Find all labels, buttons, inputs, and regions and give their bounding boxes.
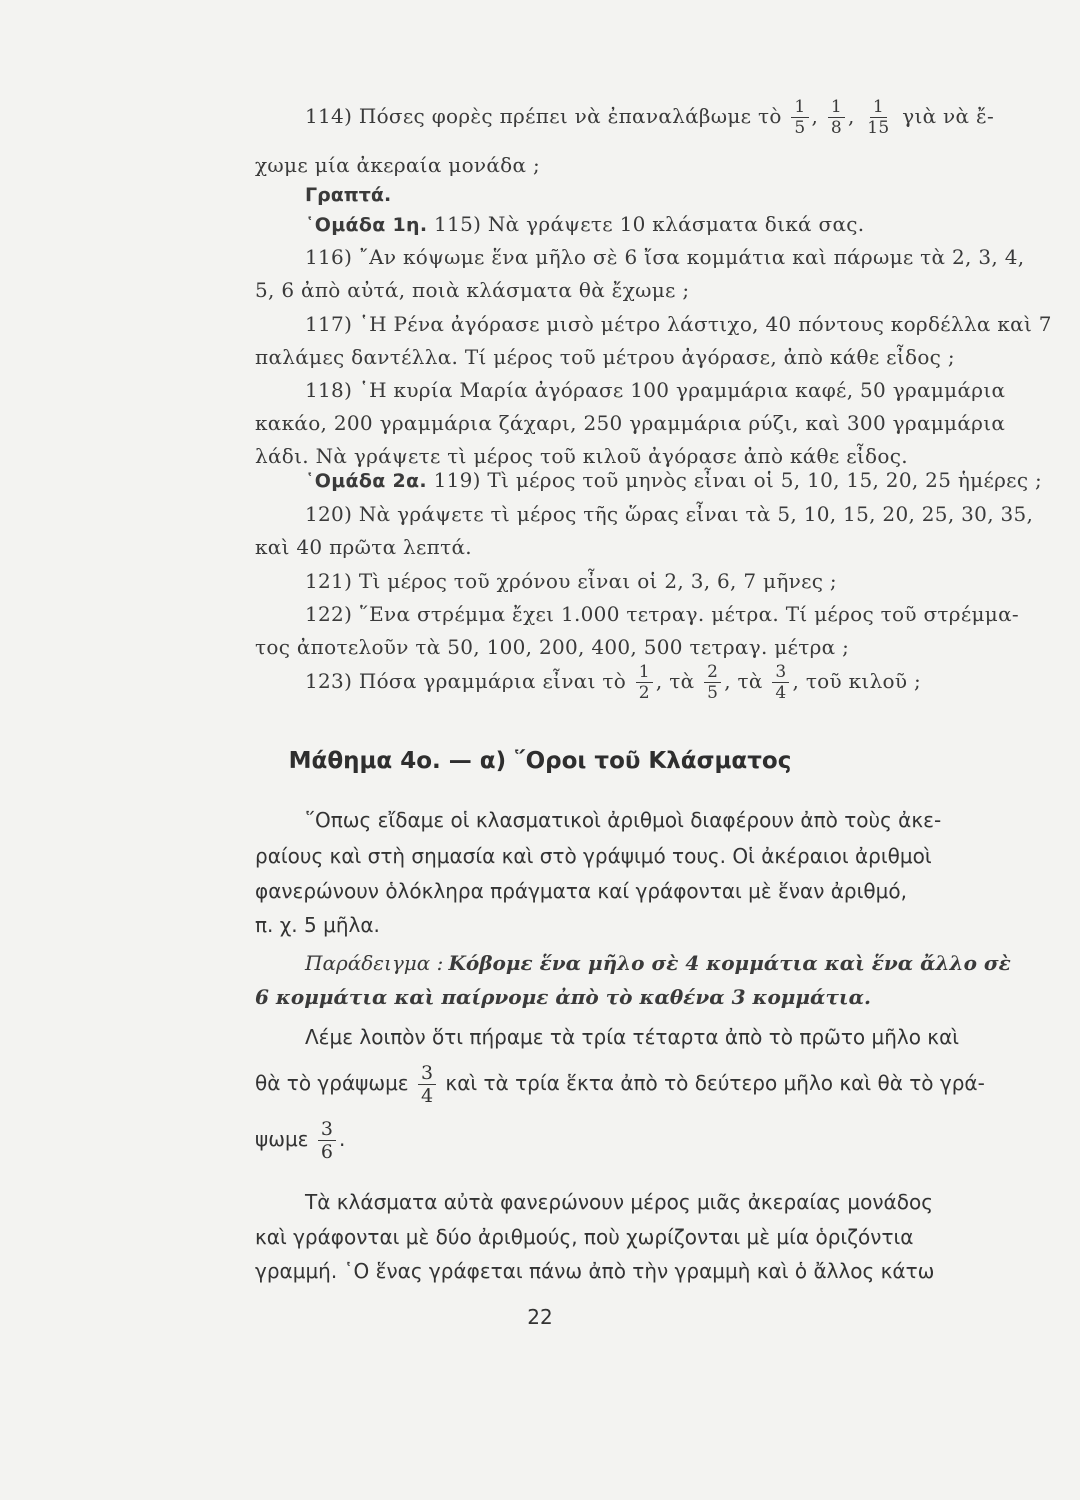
exercise-115-text: 115) Νὰ γράψετε 10 κλάσματα δικά σας. [434, 212, 865, 236]
fraction [864, 97, 892, 138]
text: θὰ τὸ γράψωμε [255, 1071, 409, 1095]
exercise-120-line-2: καὶ 40 πρῶτα λεπτά. [255, 535, 472, 559]
exercise-118-line-2: κακάο, 200 γραμμάρια ζάχαρι, 250 γραμμάρια ρύζι, καὶ 300 γραμμάρια [255, 411, 1006, 435]
fraction [704, 662, 721, 703]
section-written-label: Γραπτά. [305, 184, 392, 206]
word: τὰ [669, 669, 695, 693]
exercise-117-line-2: παλάμες δαντέλλα. Τί μέρος τοῦ μέτρου ἀγόρασε, ἀπὸ κάθε εἶδος ; [255, 345, 955, 369]
fraction [791, 97, 808, 138]
exercise-118-line-3: λάδι. Νὰ γράψετε τὶ μέρος τοῦ κιλοῦ ἀγόρασε ἀπὸ κάθε εἶδος. [255, 444, 908, 468]
exercise-119-text: 119) Τὶ μέρος τοῦ μηνὸς εἶναι οἱ 5, 10, 15, 20, 25 ἡμέρες ; [433, 468, 1043, 492]
lesson-heading: Μάθημα 4ο. — α) ῞Οροι τοῦ Κλάσματος [288, 748, 792, 774]
example-label: Παράδειγμα : [305, 951, 444, 975]
exercise-119 [305, 463, 1042, 498]
exercise-122-line-1: 122) ῞Ενα στρέμμα ἔχει 1.000 τετραγ. μέτρα. Τί μέρος τοῦ στρέμμα- [305, 602, 1019, 626]
paragraph-1-line-2: ραίους καὶ στὴ σημασία καὶ στὸ γράψιμό τους. Οἱ ἀκέραιοι ἀριθμοὶ [255, 844, 932, 868]
exercise-121: 121) Τὶ μέρος τοῦ χρόνου εἶναι οἱ 2, 3, 6, 7 μῆνες ; [305, 569, 837, 593]
exercise-120-line-1: 120) Νὰ γράψετε τὶ μέρος τῆς ὥρας εἶναι τὰ 5, 10, 15, 20, 25, 30, 35, [305, 502, 1034, 526]
exercise-123-text-end: τοῦ κιλοῦ ; [805, 669, 922, 693]
numerator: 3 [318, 1118, 336, 1141]
denominator: 5 [794, 118, 806, 138]
exercise-122-line-2: τος ἀποτελοῦν τὰ 50, 100, 200, 400, 500 τετραγ. μέτρα ; [255, 635, 850, 659]
paragraph-2-line-3 [255, 1118, 345, 1163]
exercise-117-line-1: 117) ῾Η Ρένα ἀγόρασε μισὸ μέτρο λάστιχο, 40 πόντους κορδέλλα καὶ 7 [305, 312, 1052, 336]
numerator: 1 [791, 97, 808, 118]
exercise-114-line-1: 114) Πόσες φορὲς πρέπει νὰ ἐπαναλάβωμε τὸ $\frac{1}{5}$ , $\frac{1}{8}$ , $\frac{1}{15}$ γιὰ νὰ ἔ- [305, 97, 995, 138]
denominator: 8 [830, 118, 842, 138]
exercise-118-line-1: 118) ῾Η κυρία Μαρία ἀγόρασε 100 γραμμάρια καφέ, 50 γραμμάρια [305, 378, 1006, 402]
exercise-123: 123) Πόσα γραμμάρια εἶναι τὸ $\frac{1}{2}$ , τὰ $\frac{2}{5}$ , τὰ $\frac{3}{4}$ , τοῦ κιλοῦ ; [305, 662, 922, 703]
numerator: 1 [636, 662, 653, 683]
exercise-114-text-end: γιὰ νὰ ἔ- [902, 104, 995, 128]
fraction [772, 662, 789, 703]
numerator: 1 [828, 97, 845, 118]
exercise-115 [305, 207, 864, 242]
numerator: 1 [870, 97, 887, 118]
numerator: 3 [772, 662, 789, 683]
text: . [338, 1127, 346, 1151]
group-2-label: ῾Ομάδα 2α. [305, 470, 427, 492]
exercise-123-text: 123) Πόσα γραμμάρια εἶναι τὸ [305, 669, 627, 693]
exercise-116-line-1: 116) ῎Αν κόψωμε ἕνα μῆλο σὲ 6 ἴσα κομμάτια καὶ πάρωμε τὰ 2, 3, 4, [305, 245, 1025, 269]
exercise-116-line-2: 5, 6 ἀπὸ αὐτά, ποιὰ κλάσματα θὰ ἔχωμε ; [255, 278, 690, 302]
paragraph-2-line-1: Λέμε λοιπὸν ὅτι πήραμε τὰ τρία τέταρτα ἀπὸ τὸ πρῶτο μῆλο καὶ [305, 1025, 960, 1049]
denominator: 5 [707, 683, 719, 703]
denominator: 2 [638, 683, 650, 703]
paragraph-1-line-1: ῞Οπως εἴδαμε οἱ κλασματικοὶ ἀριθμοὶ διαφέρουν ἀπὸ τοὺς ἀκε- [305, 808, 942, 832]
page-number: 22 [527, 1305, 553, 1329]
text: ψωμε [255, 1127, 309, 1151]
group-1-label: ῾Ομάδα 1η. [305, 214, 428, 236]
denominator: 4 [775, 683, 787, 703]
denominator: 15 [867, 118, 890, 138]
word: τὰ [737, 669, 763, 693]
fraction [828, 97, 845, 138]
exercise-114-text: 114) Πόσες φορὲς πρέπει νὰ ἐπαναλάβωμε τὸ [305, 104, 782, 128]
fraction [318, 1118, 336, 1163]
example-line-1 [305, 946, 1011, 982]
paragraph-2-line-2 [255, 1062, 985, 1107]
fraction [418, 1062, 436, 1107]
fraction [636, 662, 653, 703]
paragraph-3-line-2: καὶ γράφονται μὲ δύο ἀριθμούς, ποὺ χωρίζονται μὲ μία ὁριζόντια [255, 1225, 914, 1249]
paragraph-3-line-3: γραμμή. ῾Ο ἕνας γράφεται πάνω ἀπὸ τὴν γραμμὴ καὶ ὁ ἄλλος κάτω [255, 1259, 935, 1283]
numerator: 3 [418, 1062, 436, 1085]
example-text: Κόβομε ἕνα μῆλο σὲ 4 κομμάτια καὶ ἕνα ἄλλο σὲ [448, 951, 1011, 975]
paragraph-1-line-4: π. χ. 5 μῆλα. [255, 913, 380, 937]
denominator: 4 [420, 1085, 434, 1107]
exercise-114-line-2: χωμε μία ἀκεραία μονάδα ; [255, 153, 541, 177]
example-line-2: 6 κομμάτια καὶ παίρνομε ἀπὸ τὸ καθένα 3 κομμάτια. [255, 985, 871, 1009]
numerator: 2 [704, 662, 721, 683]
paragraph-3-line-1: Τὰ κλάσματα αὐτὰ φανερώνουν μέρος μιᾶς ἀκεραίας μονάδος [305, 1190, 933, 1214]
text: καὶ τὰ τρία ἕκτα ἀπὸ τὸ δεύτερο μῆλο καὶ θὰ τὸ γρά- [445, 1071, 985, 1095]
denominator: 6 [320, 1141, 333, 1163]
paragraph-1-line-3: φανερώνουν ὁλόκληρα πράγματα καί γράφονται μὲ ἕναν ἀριθμό, [255, 879, 907, 903]
